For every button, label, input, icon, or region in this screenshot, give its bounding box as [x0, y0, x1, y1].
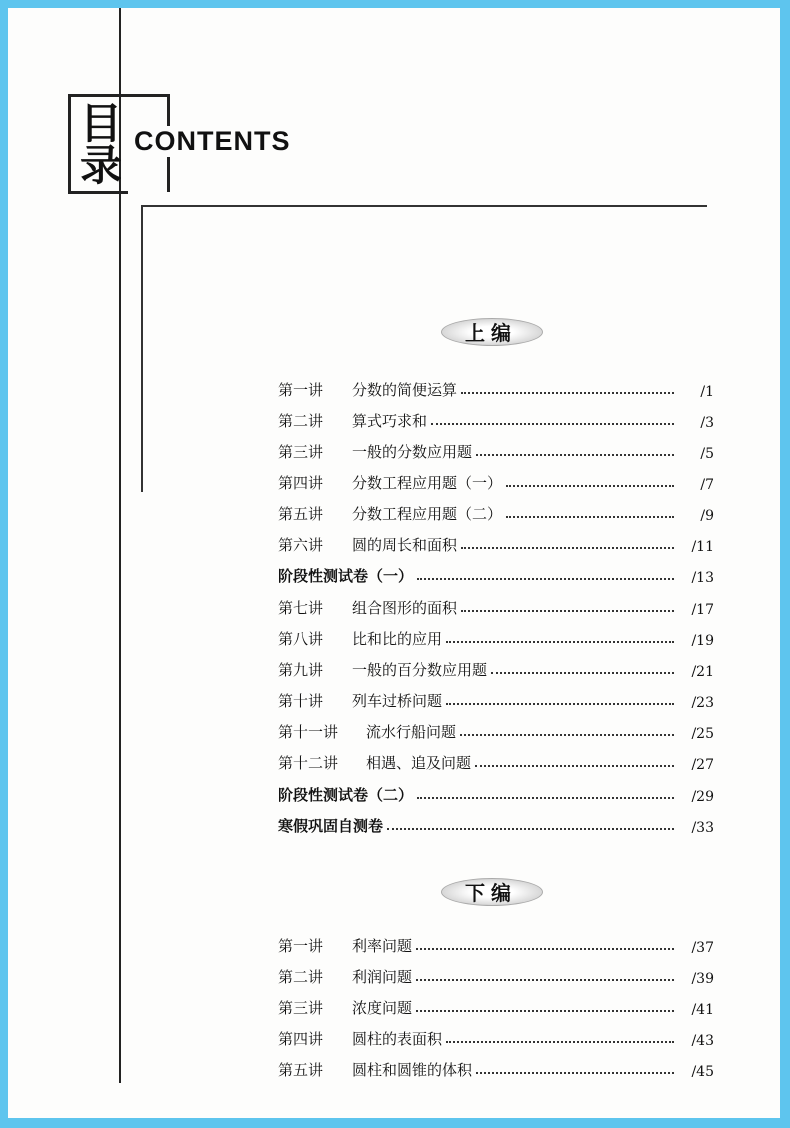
- dot-leader: [506, 484, 674, 487]
- toc-entry[interactable]: [278, 718, 714, 742]
- dot-leader: [476, 453, 674, 456]
- page-number: /27: [691, 757, 714, 773]
- toc-entry[interactable]: [278, 376, 714, 400]
- dot-leader: [416, 1009, 674, 1012]
- entry-title: 相遇、追及问题: [366, 754, 472, 772]
- page-number: /9: [700, 508, 714, 524]
- lecture-number: 第五讲: [278, 1061, 324, 1079]
- lecture-number: 第四讲: [278, 474, 324, 492]
- dot-leader: [461, 391, 674, 394]
- vertical-rule-short: [141, 205, 143, 492]
- entry-title: 寒假巩固自测卷: [278, 817, 384, 835]
- lecture-number: 第十讲: [278, 692, 324, 710]
- page-number: /17: [691, 602, 714, 618]
- page-number: /43: [691, 1033, 714, 1049]
- toc-entry[interactable]: [278, 781, 714, 805]
- entry-title: 流水行船问题: [366, 723, 457, 741]
- entry-title: 一般的百分数应用题: [352, 661, 488, 679]
- contents-title: CONTENTS: [134, 126, 291, 156]
- lecture-number: 第三讲: [278, 443, 324, 461]
- dot-leader: [416, 978, 674, 981]
- entry-title: 比和比的应用: [352, 630, 443, 648]
- dot-leader: [476, 1071, 674, 1074]
- toc-entry[interactable]: [278, 562, 714, 586]
- logo-char-mu: 目: [79, 99, 122, 148]
- lecture-number: 第一讲: [278, 937, 324, 955]
- page-number: /25: [691, 726, 714, 742]
- page-number: /37: [691, 940, 714, 956]
- toc-entry[interactable]: [278, 994, 714, 1018]
- entry-title: 圆的周长和面积: [352, 536, 458, 554]
- lecture-number: 第十一讲: [278, 723, 339, 741]
- page-number: /41: [691, 1002, 714, 1018]
- entry-title: 算式巧求和: [352, 412, 428, 430]
- dot-leader: [431, 422, 674, 425]
- lecture-number: 第十二讲: [278, 754, 339, 772]
- entry-title: 分数工程应用题（二）: [352, 505, 503, 523]
- dot-leader: [461, 609, 674, 612]
- entry-title: 分数的简便运算: [352, 381, 458, 399]
- page-number: /5: [700, 446, 714, 462]
- entry-title: 列车过桥问题: [352, 692, 443, 710]
- toc-entry[interactable]: [278, 469, 714, 493]
- toc-entry[interactable]: [278, 1025, 714, 1049]
- toc-entry[interactable]: [278, 500, 714, 524]
- toc-entry[interactable]: [278, 625, 714, 649]
- toc-entry[interactable]: [278, 594, 714, 618]
- dot-leader: [475, 764, 674, 767]
- toc-entry[interactable]: [278, 749, 714, 773]
- dot-leader: [446, 702, 674, 705]
- toc-entry[interactable]: [278, 812, 714, 836]
- page-number: /29: [691, 789, 714, 805]
- entry-title: 阶段性测试卷（一）: [278, 567, 414, 585]
- page-number: /11: [691, 539, 714, 555]
- lecture-number: 第六讲: [278, 536, 324, 554]
- lecture-number: 第八讲: [278, 630, 324, 648]
- toc-page: [8, 8, 780, 1118]
- toc-entry[interactable]: [278, 656, 714, 680]
- dot-leader: [387, 827, 674, 830]
- page-number: /21: [691, 664, 714, 680]
- lecture-number: 第二讲: [278, 968, 324, 986]
- entry-title: 一般的分数应用题: [352, 443, 473, 461]
- dot-leader: [506, 515, 674, 518]
- dot-leader: [416, 947, 674, 950]
- lecture-number: 第五讲: [278, 505, 324, 523]
- dot-leader: [417, 796, 674, 799]
- dot-leader: [460, 733, 674, 736]
- part1-heading: 上编: [441, 314, 541, 348]
- entry-title: 圆柱和圆锥的体积: [352, 1061, 473, 1079]
- entry-title: 分数工程应用题（一）: [352, 474, 503, 492]
- logo-char-lu: 录: [79, 141, 122, 190]
- lecture-number: 第一讲: [278, 381, 324, 399]
- toc-entry[interactable]: [278, 407, 714, 431]
- toc-entry[interactable]: [278, 963, 714, 987]
- toc-entry[interactable]: [278, 438, 714, 462]
- toc-entry[interactable]: [278, 1056, 714, 1080]
- dot-leader: [446, 640, 674, 643]
- horizontal-rule: [141, 205, 707, 207]
- dot-leader: [446, 1040, 674, 1043]
- toc-entry[interactable]: [278, 687, 714, 711]
- dot-leader: [461, 546, 674, 549]
- page-number: /39: [691, 971, 714, 987]
- lecture-number: 第三讲: [278, 999, 324, 1017]
- lecture-number: 第七讲: [278, 599, 324, 617]
- page-number: /3: [700, 415, 714, 431]
- toc-entry[interactable]: [278, 932, 714, 956]
- part2-heading: 下编: [441, 874, 541, 908]
- page-number: /23: [691, 695, 714, 711]
- entry-title: 圆柱的表面积: [352, 1030, 443, 1048]
- dot-leader: [491, 671, 674, 674]
- toc-entry[interactable]: [278, 531, 714, 555]
- entry-title: 利率问题: [352, 937, 413, 955]
- lecture-number: 第四讲: [278, 1030, 324, 1048]
- entry-title: 阶段性测试卷（二）: [278, 786, 414, 804]
- dot-leader: [417, 577, 674, 580]
- page-number: /33: [691, 820, 714, 836]
- lecture-number: 第九讲: [278, 661, 324, 679]
- page-number: /7: [700, 477, 714, 493]
- lecture-number: 第二讲: [278, 412, 324, 430]
- entry-title: 浓度问题: [352, 999, 413, 1017]
- entry-title: 利润问题: [352, 968, 413, 986]
- page-number: /45: [691, 1064, 714, 1080]
- page-number: /13: [691, 570, 714, 586]
- page-number: /1: [700, 384, 714, 400]
- page-number: /19: [691, 633, 714, 649]
- entry-title: 组合图形的面积: [352, 599, 458, 617]
